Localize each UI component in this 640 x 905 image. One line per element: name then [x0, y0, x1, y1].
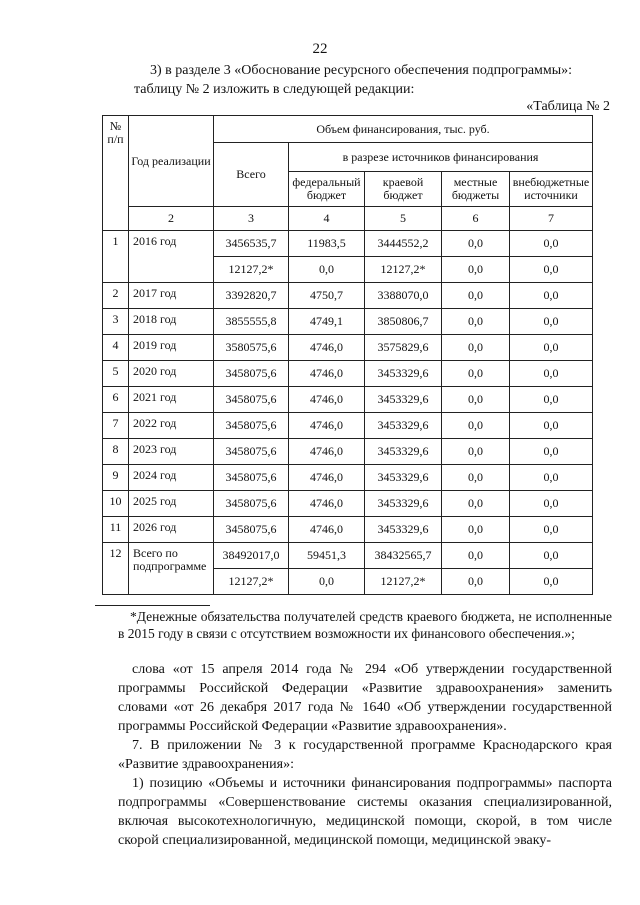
intro-line-2: таблицу № 2 изложить в следующей редакции: — [134, 82, 415, 97]
cell-total: 3458075,6 — [214, 465, 289, 491]
cell-reg: 3453329,6 — [365, 439, 442, 465]
cell-loc: 0,0 — [442, 387, 510, 413]
row-year: 2022 год — [129, 413, 214, 439]
cell-reg: 3444552,2 — [365, 231, 442, 257]
cell-loc: 0,0 — [442, 569, 510, 595]
column-number: 7 — [510, 207, 593, 231]
cell-loc: 0,0 — [442, 335, 510, 361]
cell-loc: 0,0 — [442, 517, 510, 543]
cell-reg: 3453329,6 — [365, 413, 442, 439]
footnote-text: *Денежные обязательства получателей средств краевого бюджета, не исполненные в 2015 году в связи с отсутствием возможности их финансового обеспечения.»; — [118, 609, 612, 641]
row-year: 2016 год — [129, 231, 214, 283]
cell-ext: 0,0 — [510, 257, 593, 283]
cell-fed: 4749,1 — [289, 309, 365, 335]
cell-fed: 59451,3 — [289, 543, 365, 569]
table-row — [103, 491, 593, 517]
cell-ext: 0,0 — [510, 361, 593, 387]
table-row — [103, 413, 593, 439]
table-row — [103, 283, 593, 309]
header-funding: Объем финансирования, тыс. руб. — [214, 116, 593, 143]
cell-reg: 3453329,6 — [365, 517, 442, 543]
cell-total: 12127,2* — [214, 569, 289, 595]
cell-fed: 4746,0 — [289, 517, 365, 543]
cell-fed: 0,0 — [289, 569, 365, 595]
row-year: 2020 год — [129, 361, 214, 387]
cell-loc: 0,0 — [442, 257, 510, 283]
table-row — [103, 361, 593, 387]
cell-ext: 0,0 — [510, 517, 593, 543]
cell-total: 12127,2* — [214, 257, 289, 283]
column-number: 3 — [214, 207, 289, 231]
row-year: 2021 год — [129, 387, 214, 413]
cell-loc: 0,0 — [442, 283, 510, 309]
column-number: 4 — [289, 207, 365, 231]
row-year: 2019 год — [129, 335, 214, 361]
cell-ext: 0,0 — [510, 309, 593, 335]
cell-ext: 0,0 — [510, 491, 593, 517]
table-row — [103, 387, 593, 413]
cell-fed: 4746,0 — [289, 491, 365, 517]
footnote — [118, 608, 612, 642]
cell-fed: 4746,0 — [289, 439, 365, 465]
header-local: местные бюджеты — [442, 172, 510, 207]
cell-ext: 0,0 — [510, 413, 593, 439]
cell-ext: 0,0 — [510, 283, 593, 309]
paragraph: 1) позицию «Объемы и источники финансирования подпрограммы» паспорта подпрограммы «Совершенствование системы оказания специализированной, включая высокотехнологичную, медицинской помощи, скорой, в том числе скорой специализированной, медицинской помощи, медицинской эваку- — [118, 776, 612, 848]
row-number: 12 — [103, 543, 129, 595]
row-number: 3 — [103, 309, 129, 335]
row-number: 8 — [103, 439, 129, 465]
row-number: 9 — [103, 465, 129, 491]
cell-loc: 0,0 — [442, 361, 510, 387]
row-number: 11 — [103, 517, 129, 543]
row-number: 6 — [103, 387, 129, 413]
header-total: Всего — [214, 143, 289, 207]
cell-total: 38492017,0 — [214, 543, 289, 569]
row-year: 2023 год — [129, 439, 214, 465]
row-number: 1 — [103, 231, 129, 283]
intro-text — [134, 61, 610, 99]
row-year: 2025 год — [129, 491, 214, 517]
column-number: 5 — [365, 207, 442, 231]
cell-ext: 0,0 — [510, 231, 593, 257]
header-by-source: в разрезе источников финансирования — [289, 143, 593, 172]
header-federal: федеральный бюджет — [289, 172, 365, 207]
row-year: 2024 год — [129, 465, 214, 491]
cell-reg: 3575829,6 — [365, 335, 442, 361]
cell-total: 3458075,6 — [214, 387, 289, 413]
cell-reg: 3850806,7 — [365, 309, 442, 335]
cell-reg: 12127,2* — [365, 257, 442, 283]
intro-line-1: 3) в разделе 3 «Обоснование ресурсного обеспечения подпрограммы»: — [150, 63, 573, 78]
cell-total: 3458075,6 — [214, 361, 289, 387]
row-year: 2018 год — [129, 309, 214, 335]
cell-loc: 0,0 — [442, 231, 510, 257]
cell-total: 3458075,6 — [214, 491, 289, 517]
cell-fed: 4750,7 — [289, 283, 365, 309]
row-year: 2026 год — [129, 517, 214, 543]
row-number: 2 — [103, 283, 129, 309]
paragraph: слова «от 15 апреля 2014 года № 294 «Об утверждении государственной программы Российской Федерации «Развитие здравоохранения» заменить словами «от 26 декабря 2017 года № 1640 «Об утверждении государственной программы Российской Федерации «Развитие здравоохранения». — [118, 662, 612, 734]
cell-total: 3855555,8 — [214, 309, 289, 335]
footnote-rule — [95, 605, 210, 606]
cell-fed: 4746,0 — [289, 413, 365, 439]
table-row — [103, 439, 593, 465]
cell-loc: 0,0 — [442, 309, 510, 335]
cell-loc: 0,0 — [442, 491, 510, 517]
table-row — [103, 335, 593, 361]
cell-ext: 0,0 — [510, 465, 593, 491]
header-year: Год реализации — [129, 116, 214, 207]
table-row — [103, 231, 593, 257]
header-extra: внебюджетные источники — [510, 172, 593, 207]
cell-loc: 0,0 — [442, 413, 510, 439]
table-row — [103, 543, 593, 569]
body-text — [118, 660, 612, 850]
table-row — [103, 517, 593, 543]
cell-reg: 3453329,6 — [365, 465, 442, 491]
cell-reg: 12127,2* — [365, 569, 442, 595]
column-number: 6 — [442, 207, 510, 231]
cell-ext: 0,0 — [510, 439, 593, 465]
cell-total: 3456535,7 — [214, 231, 289, 257]
row-number: 4 — [103, 335, 129, 361]
cell-total: 3458075,6 — [214, 517, 289, 543]
cell-total: 3392820,7 — [214, 283, 289, 309]
cell-reg: 38432565,7 — [365, 543, 442, 569]
cell-total: 3458075,6 — [214, 439, 289, 465]
header-num: № п/п — [103, 116, 129, 231]
page-number: 22 — [312, 41, 328, 57]
cell-total: 3580575,6 — [214, 335, 289, 361]
table-row — [103, 465, 593, 491]
cell-fed: 11983,5 — [289, 231, 365, 257]
table-row — [103, 309, 593, 335]
cell-fed: 4746,0 — [289, 335, 365, 361]
cell-reg: 3388070,0 — [365, 283, 442, 309]
cell-reg: 3453329,6 — [365, 491, 442, 517]
cell-ext: 0,0 — [510, 335, 593, 361]
row-number: 5 — [103, 361, 129, 387]
cell-loc: 0,0 — [442, 465, 510, 491]
row-year: 2017 год — [129, 283, 214, 309]
cell-fed: 4746,0 — [289, 361, 365, 387]
table-label: «Таблица № 2 — [526, 99, 610, 114]
cell-reg: 3453329,6 — [365, 387, 442, 413]
cell-ext: 0,0 — [510, 387, 593, 413]
cell-reg: 3453329,6 — [365, 361, 442, 387]
header-regional: краевой бюджет — [365, 172, 442, 207]
cell-total: 3458075,6 — [214, 413, 289, 439]
cell-fed: 0,0 — [289, 257, 365, 283]
cell-fed: 4746,0 — [289, 465, 365, 491]
column-number: 2 — [129, 207, 214, 231]
cell-loc: 0,0 — [442, 439, 510, 465]
cell-loc: 0,0 — [442, 543, 510, 569]
row-number: 10 — [103, 491, 129, 517]
funding-table — [102, 115, 593, 595]
row-year: Всего по подпрограмме — [129, 543, 214, 595]
cell-ext: 0,0 — [510, 543, 593, 569]
paragraph: 7. В приложении № 3 к государственной программе Краснодарского края «Развитие здравоохранения»: — [118, 738, 612, 772]
cell-ext: 0,0 — [510, 569, 593, 595]
cell-fed: 4746,0 — [289, 387, 365, 413]
row-number: 7 — [103, 413, 129, 439]
